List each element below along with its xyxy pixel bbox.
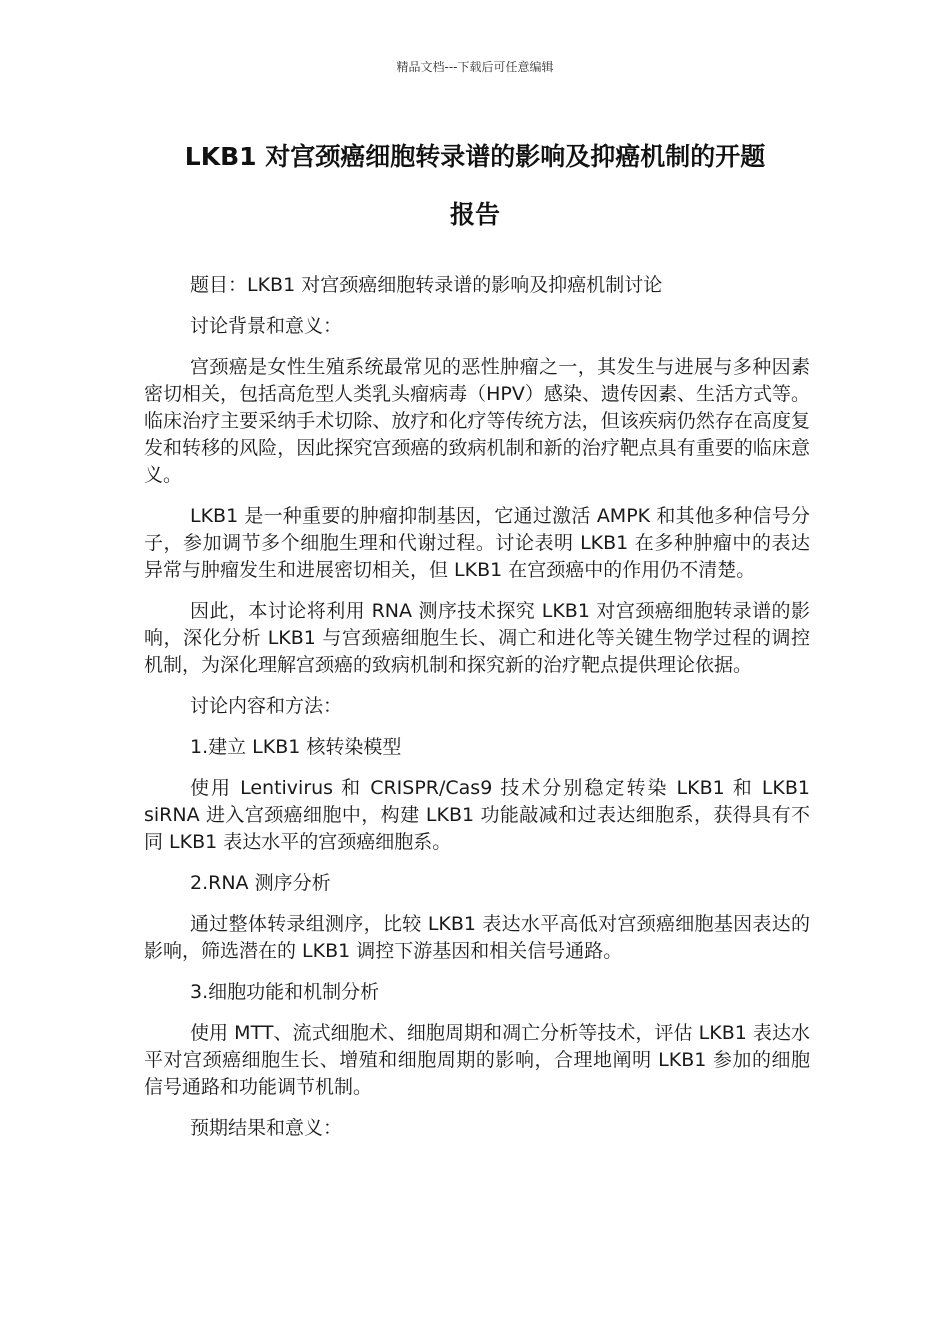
method-paragraph-3: 使用 MTT、流式细胞术、细胞周期和凋亡分析等技术，评估 LKB1 表达水平对宫颈癌细胞生长、增殖和细胞周期的影响，合理地阐明 LKB1 参加的细胞信号通路和功能调节机制。 <box>144 1022 810 1098</box>
section-heading-background: 讨论背景和意义： <box>190 315 343 337</box>
method-heading-3: 3.细胞功能和机制分析 <box>190 981 380 1003</box>
method-heading-2: 2.RNA 测序分析 <box>190 872 331 894</box>
method-paragraph-2: 通过整体转录组测序，比较 LKB1 表达水平高低对宫颈癌细胞基因表达的影响，筛选潜在的 LKB1 调控下游基因和相关信号通路。 <box>144 913 810 962</box>
method-heading-1: 1.建立 LKB1 核转染模型 <box>190 736 402 758</box>
paragraph-background-1: 宫颈癌是女性生殖系统最常见的恶性肿瘤之一，其发生与进展与多种因素密切相关，包括高危型人类乳头瘤病毒（HPV）感染、遗传因素、生活方式等。临床治疗主要采纳手术切除、放疗和化疗等传统方法，但该疾病仍然存在高度复发和转移的风险，因此探究宫颈癌的致病机制和新的治疗靶点具有重要的临床意义。 <box>144 356 810 486</box>
topic-line: 题目：LKB1 对宫颈癌细胞转录谱的影响及抑癌机制讨论 <box>190 274 663 296</box>
page-header-note: 精品文档---下载后可任意编辑 <box>396 60 554 74</box>
document-title-line-1: LKB1 对宫颈癌细胞转录谱的影响及抑癌机制的开题 <box>184 142 766 171</box>
document-title-line-2: 报告 <box>449 200 500 229</box>
document-body <box>144 272 810 1156</box>
method-paragraph-1: 使用 Lentivirus 和 CRISPR/Cas9 技术分别稳定转染 LKB1 和 LKB1 siRNA 进入宫颈癌细胞中，构建 LKB1 功能敲减和过表达细胞系，获得具有不同 LKB1 表达水平的宫颈癌细胞系。 <box>144 777 810 853</box>
paragraph-background-3: 因此，本讨论将利用 RNA 测序技术探究 LKB1 对宫颈癌细胞转录谱的影响，深化分析 LKB1 与宫颈癌细胞生长、凋亡和进化等关键生物学过程的调控机制，为深化理解宫颈癌的致病机制和探究新的治疗靶点提供理论依据。 <box>144 600 810 676</box>
paragraph-background-2: LKB1 是一种重要的肿瘤抑制基因，它通过激活 AMPK 和其他多种信号分子，参加调节多个细胞生理和代谢过程。讨论表明 LKB1 在多种肿瘤中的表达异常与肿瘤发生和进展密切相关，但 LKB1 在宫颈癌中的作用仍不清楚。 <box>144 505 810 581</box>
section-heading-methods: 讨论内容和方法： <box>190 695 343 717</box>
section-heading-expected-results: 预期结果和意义： <box>190 1117 343 1139</box>
